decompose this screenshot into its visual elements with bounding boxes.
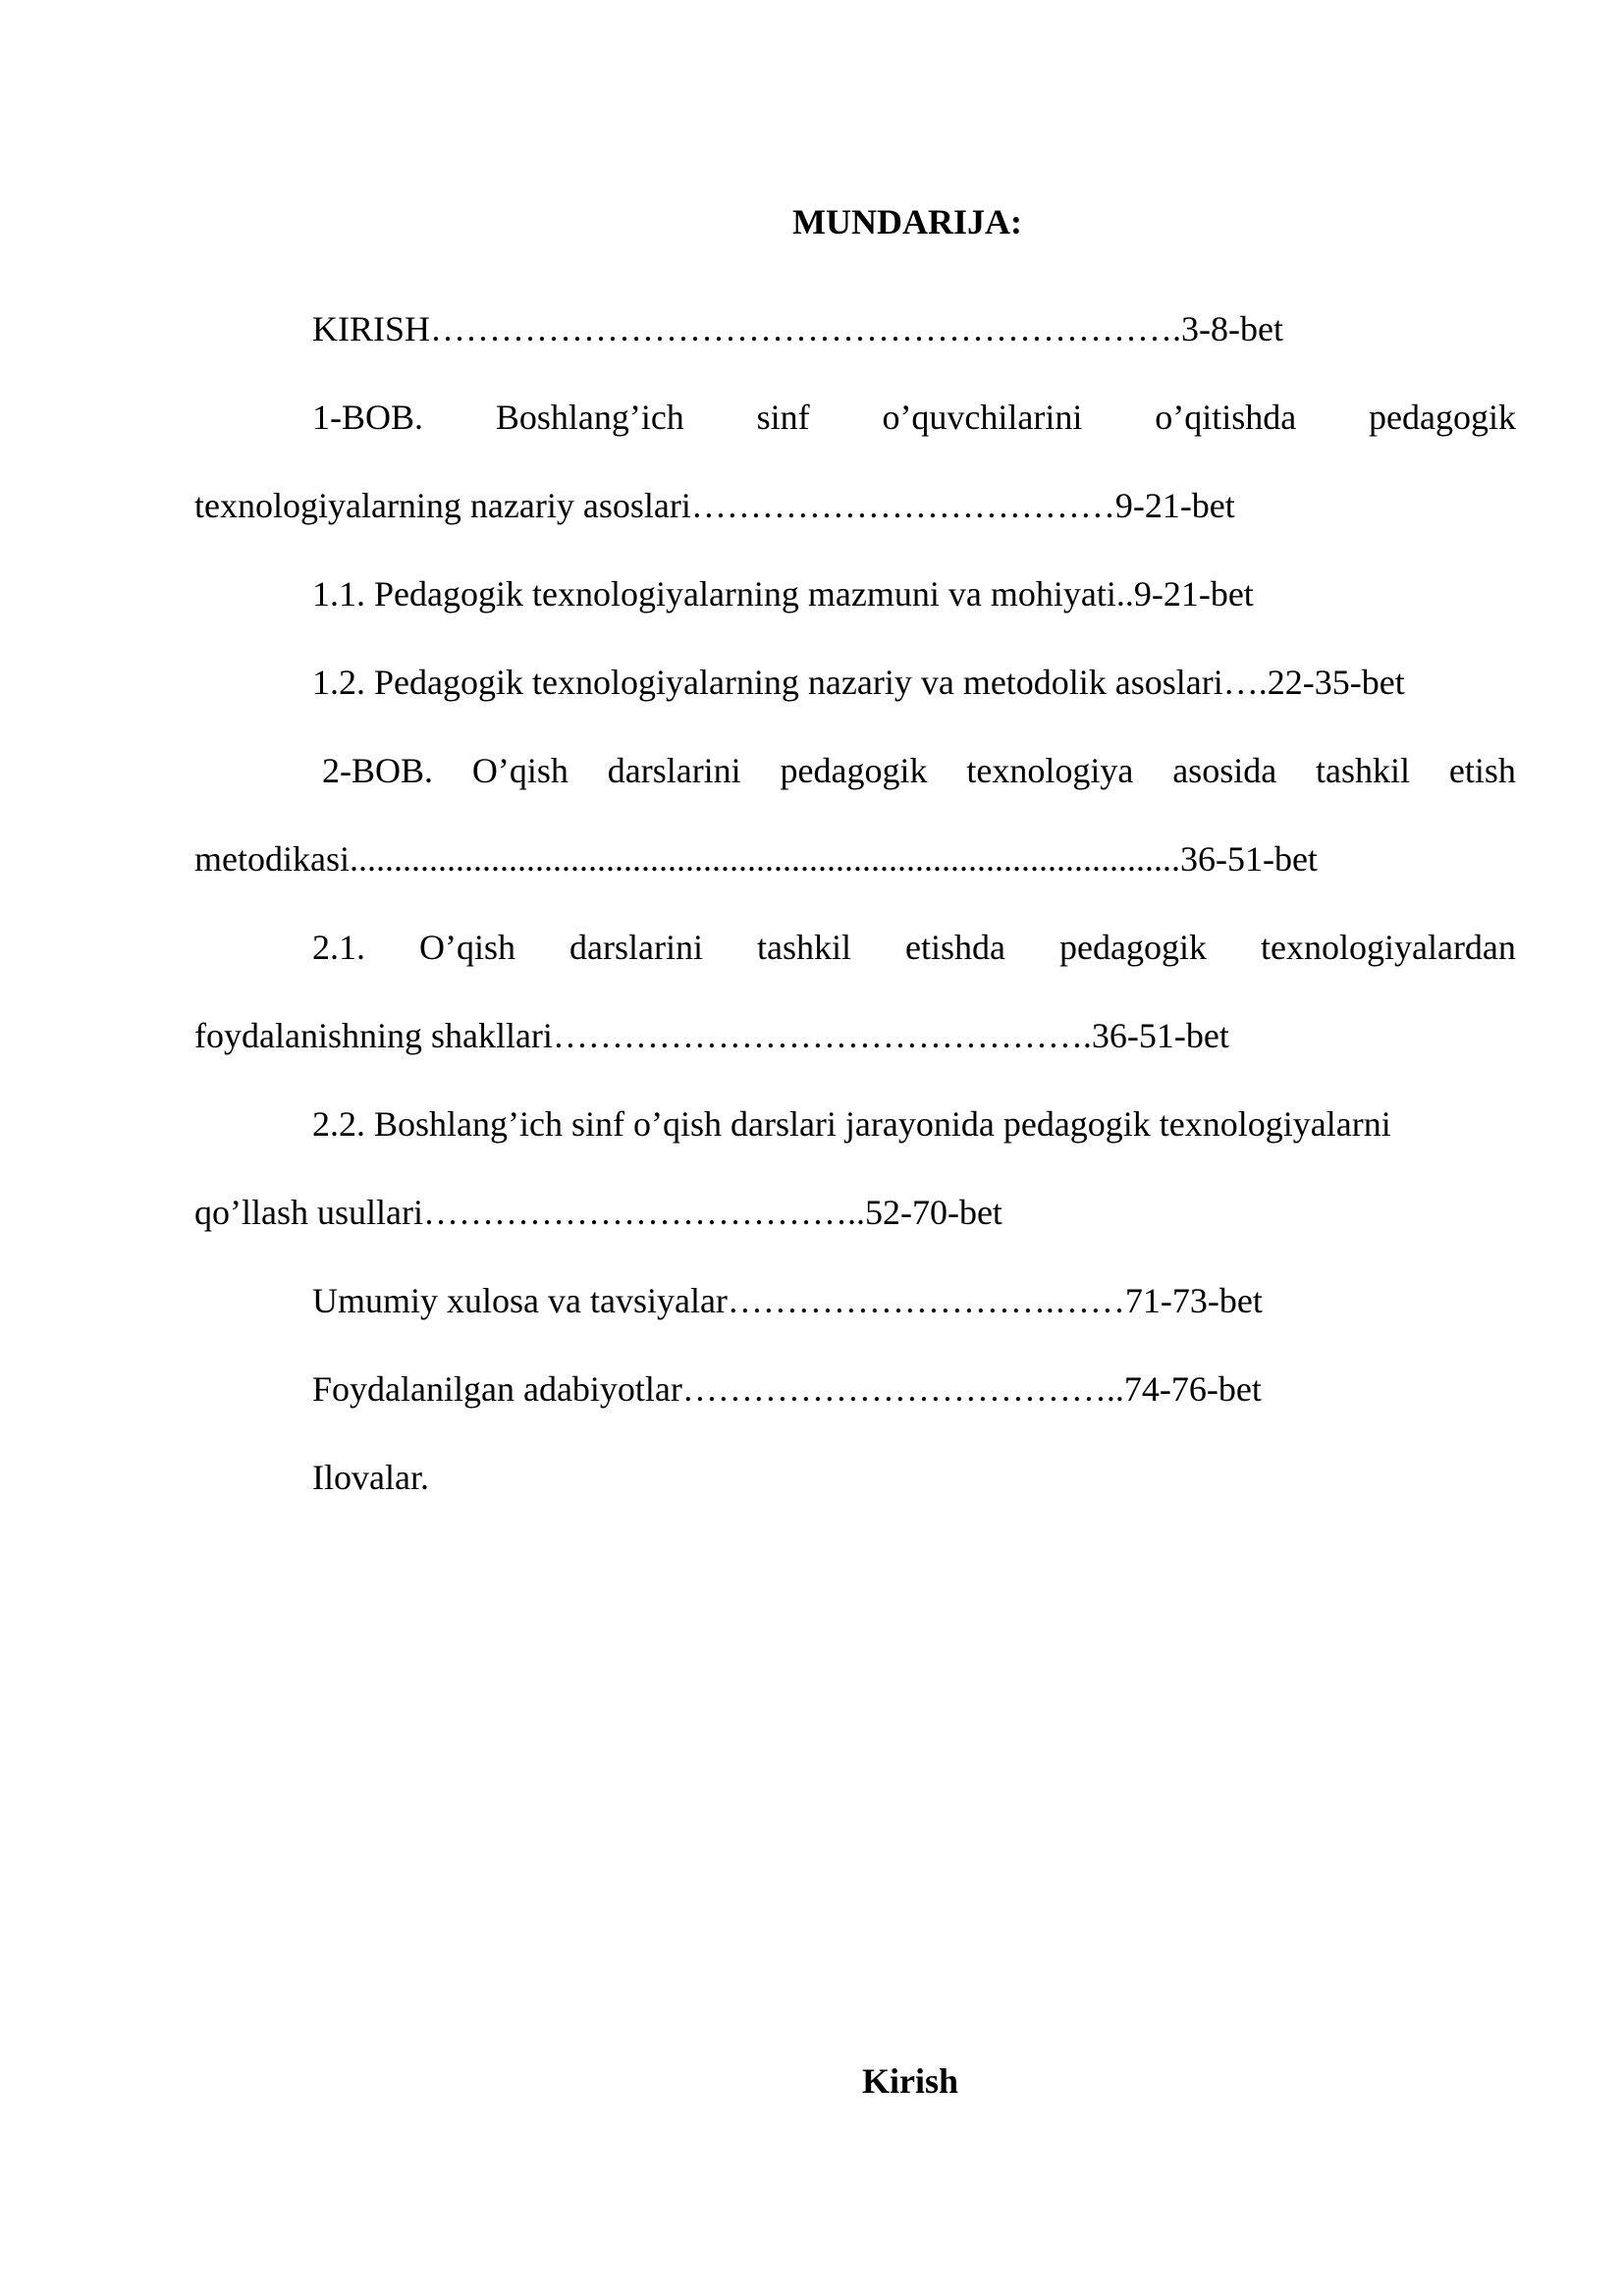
toc-word: tashkil xyxy=(1316,751,1411,790)
toc-word: etishda xyxy=(905,928,1005,967)
toc-word: tashkil xyxy=(757,928,851,967)
toc-entry-1-2 xyxy=(194,638,1516,726)
toc-entry-text: 2.2. Boshlang’ich sinf o’qish darslari jarayonida pedagogik texnologiyalarni xyxy=(312,1104,1391,1144)
toc-word: pedagogik xyxy=(1369,398,1516,437)
section-title-kirish: Kirish xyxy=(862,2061,959,2101)
toc-entry-1-1 xyxy=(194,550,1516,638)
toc-entry-text: Ilovalar. xyxy=(312,1458,429,1497)
toc-word: o’qitishda xyxy=(1155,398,1297,437)
toc-entry-text: 1.1. Pedagogik texnologiyalarning mazmuni va mohiyati..9-21-bet xyxy=(312,574,1254,614)
toc-word: O’qish xyxy=(471,751,568,790)
toc-word: asosida xyxy=(1172,751,1277,790)
toc-word: pedagogik xyxy=(1059,928,1207,967)
toc-entry-kirish xyxy=(194,285,1516,373)
toc-entry-continuation: qo’llash usullari………………………………..52-70-bet xyxy=(194,1193,1002,1232)
toc-word: 2-BOB. xyxy=(322,751,434,790)
table-of-contents xyxy=(194,285,1516,1522)
toc-entry-text: Umumiy xulosa va tavsiyalar……………………….……71-73-bet xyxy=(312,1281,1263,1320)
toc-word: etish xyxy=(1448,751,1516,790)
toc-entry-2-1 xyxy=(194,903,1516,1080)
toc-entry-bob-1 xyxy=(194,373,1516,550)
toc-word: 2.1. xyxy=(312,928,365,967)
toc-word: sinf xyxy=(756,398,810,437)
toc-entry-conclusion xyxy=(194,1256,1516,1345)
toc-entry-continuation: foydalanishning shakllari……………………………………….36-51-bet xyxy=(194,1016,1229,1055)
toc-entry-text: 1.2. Pedagogik texnologiyalarning nazariy va metodolik asoslari….22-35-bet xyxy=(312,663,1405,702)
toc-entry-appendix xyxy=(194,1433,1516,1522)
toc-entry-continuation: metodikasi..............................................................................................36-51-bet xyxy=(194,839,1318,879)
toc-entry-continuation: texnologiyalarning nazariy asoslari………………………………9-21-bet xyxy=(194,486,1235,525)
toc-word: Boshlang’ich xyxy=(495,398,684,437)
toc-entry-line-justified xyxy=(194,903,1516,991)
toc-entry-text: Foydalanilgan adabiyotlar………………………………..74-76-bet xyxy=(312,1369,1262,1409)
toc-entry-2-2 xyxy=(194,1080,1516,1256)
toc-entry-text: KIRISH……………………………………………………….3-8-bet xyxy=(312,309,1283,348)
toc-entry-line-justified xyxy=(194,373,1516,461)
toc-word: 1-BOB. xyxy=(312,398,424,437)
toc-word: o’quvchilarini xyxy=(882,398,1083,437)
toc-word: pedagogik xyxy=(780,751,928,790)
toc-word: darslarini xyxy=(607,751,741,790)
toc-word: darslarini xyxy=(569,928,703,967)
toc-word: O’qish xyxy=(419,928,516,967)
toc-word: texnologiyalardan xyxy=(1261,928,1516,967)
toc-entry-line-justified xyxy=(194,726,1516,815)
toc-entry-bob-2 xyxy=(194,726,1516,903)
toc-entry-references xyxy=(194,1345,1516,1433)
toc-word: texnologiya xyxy=(966,751,1134,790)
toc-title: MUNDARIJA: xyxy=(792,202,1022,241)
